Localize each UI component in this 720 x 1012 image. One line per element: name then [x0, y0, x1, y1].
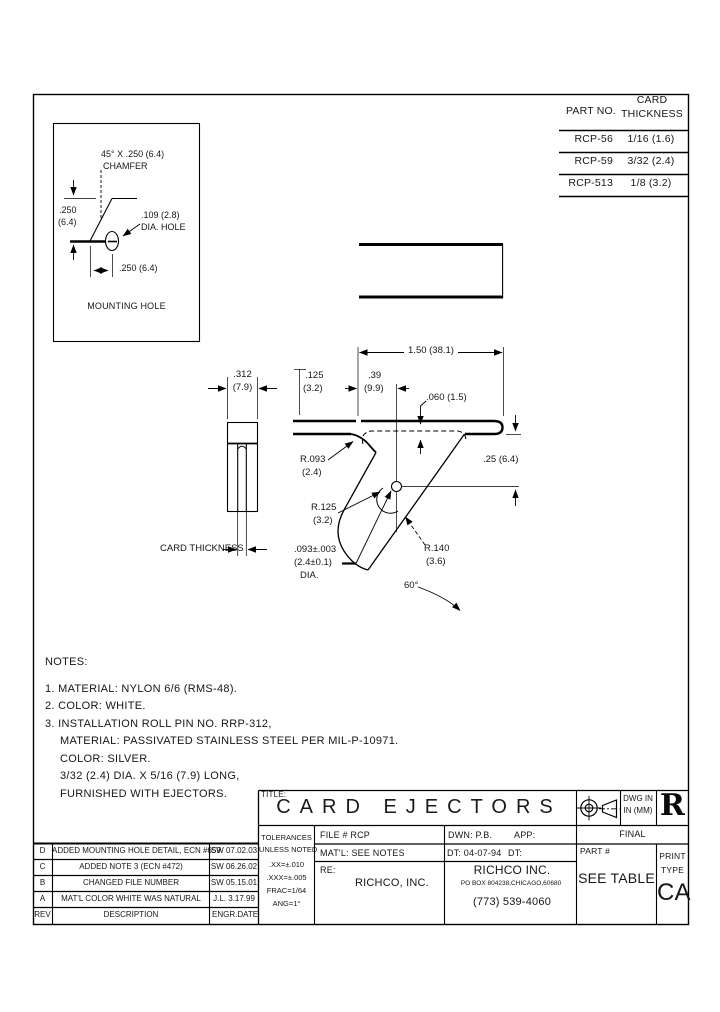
- note-line: 2. COLOR: WHITE.: [45, 700, 146, 712]
- print-type-label: PRINT: [659, 851, 686, 861]
- part-table-header-thickness: THICKNESS: [621, 108, 683, 120]
- detail-offset-dim: .250 (6.4): [119, 263, 158, 273]
- title-label: TITLE:: [261, 790, 287, 799]
- pivot-hole-dim: DIA.: [300, 570, 319, 581]
- fillet-r140: (3.6): [426, 556, 446, 567]
- chamfer-callout: CHAMFER: [103, 161, 148, 171]
- note-line: FURNISHED WITH EJECTORS.: [60, 788, 228, 800]
- notes-heading: NOTES:: [45, 656, 88, 668]
- print-type-value: CA: [657, 879, 691, 906]
- rev-description: MAT'L COLOR WHITE WAS NATURAL: [61, 894, 201, 903]
- note-line: 3. INSTALLATION ROLL PIN NO. RRP-312,: [45, 718, 272, 730]
- rev-description: ADDED MOUNTING HOLE DETAIL, ECN #659: [52, 846, 221, 855]
- rev-engr-date: SW 06.26.02: [210, 862, 258, 871]
- company-name: RICHCO INC.: [473, 863, 551, 877]
- pivot-hole-dim: (2.4±0.1): [294, 557, 332, 568]
- length-dim: 1.50 (38.1): [408, 345, 454, 356]
- drawn-by-field: DWN: P.B.: [448, 830, 493, 840]
- rev-letter: B: [39, 878, 46, 887]
- material-field: MAT'L: SEE NOTES: [320, 848, 405, 858]
- final-label: FINAL: [619, 829, 646, 839]
- top-bar-geometry: [359, 244, 503, 298]
- part-table-row-thickness: 1/8 (3.2): [630, 177, 672, 189]
- rev-engr-date: SW 07.02.03: [210, 846, 258, 855]
- part-table-header-card: CARD: [636, 94, 668, 106]
- dwg-units-label: IN (MM): [623, 806, 653, 815]
- rev-description: CHANGED FILE NUMBER: [82, 878, 179, 887]
- date2-field: DT:: [508, 848, 523, 858]
- rev-letter: C: [39, 862, 46, 871]
- rev-engr-date: J.L. 3.17.99: [213, 894, 255, 903]
- detail-caption: MOUNTING HOLE: [87, 301, 166, 311]
- part-table-row-part: RCP-59: [574, 155, 613, 167]
- thickness-dim: (3.2): [303, 383, 323, 394]
- rev-footer-description: DESCRIPTION: [103, 910, 159, 919]
- side-width-dim: (7.9): [232, 382, 253, 393]
- note-line: 1. MATERIAL: NYLON 6/6 (RMS-48).: [45, 683, 238, 695]
- hole-callout: DIA. HOLE: [141, 222, 186, 232]
- tolerance-frac: FRAC=1/64: [266, 886, 307, 895]
- fillet-r125: (3.2): [313, 515, 333, 526]
- tolerances-label: UNLESS NOTED: [259, 845, 318, 854]
- note-line: COLOR: SILVER.: [60, 753, 151, 765]
- side-view-geometry: [208, 377, 277, 556]
- offset-dim: (9.9): [364, 383, 384, 394]
- file-number: FILE # RCP: [320, 830, 371, 840]
- dwg-units-label: DWG IN: [623, 794, 653, 803]
- height-dim: .25 (6.4): [483, 454, 519, 465]
- part-table-row-part: RCP-56: [574, 133, 613, 145]
- rev-footer-engr-date: [212, 910, 259, 920]
- hole-callout: .109 (2.8): [141, 210, 180, 220]
- date-field: DT: 04-07-94: [447, 848, 502, 858]
- print-type-label: TYPE: [660, 865, 684, 875]
- part-table-row-thickness: 1/16 (1.6): [627, 133, 675, 145]
- frustum-symbol-icon: [599, 800, 620, 818]
- fillet-r093: R.093: [300, 454, 326, 465]
- approved-by-field: APP:: [514, 830, 536, 840]
- company-address: PO BOX 804238,CHICAGO,60680: [460, 880, 562, 887]
- fillet-r125: R.125: [311, 502, 337, 513]
- rev-letter: D: [39, 846, 46, 855]
- tolerance-xxx: .XXX=±.005: [266, 873, 307, 882]
- angle-dim: 60°: [404, 580, 419, 591]
- part-number-value: SEE TABLE: [578, 870, 655, 886]
- detail-height-dim: (6.4): [58, 217, 77, 227]
- rev-letter: A: [39, 894, 46, 903]
- thickness-dim: .125: [305, 370, 324, 381]
- fillet-r093: (2.4): [302, 467, 322, 478]
- ejector-profile-geometry: [293, 347, 521, 611]
- offset-dim: .39: [368, 370, 382, 381]
- pivot-hole-dim: .093±.003: [294, 544, 337, 555]
- fillet-r140: R.140: [424, 543, 450, 554]
- note-line: 3/32 (2.4) DIA. X 5/16 (7.9) LONG,: [60, 770, 240, 782]
- part-table-row-part: RCP-513: [568, 177, 613, 189]
- drawing-title: CARD EJECTORS: [276, 796, 562, 818]
- card-thickness-label: CARD THICKNESS: [160, 543, 244, 554]
- rev-footer-rev: REV: [34, 910, 51, 919]
- chamfer-callout: 45° X .250 (6.4): [101, 149, 165, 159]
- richco-logo-icon: R: [659, 788, 686, 823]
- re-label: RE:: [320, 865, 336, 875]
- rev-engr-date: SW 05.15.01: [210, 878, 258, 887]
- wall-dim: .060 (1.5): [426, 392, 467, 403]
- rev-footer-engr: ENGR.: [212, 910, 238, 919]
- note-line: MATERIAL: PASSIVATED STAINLESS STEEL PER MIL-P-10971.: [60, 735, 399, 747]
- part-table-row-thickness: 3/32 (2.4): [627, 155, 675, 167]
- detail-height-dim: .250: [59, 205, 77, 215]
- company-phone: (773) 539-4060: [472, 896, 552, 908]
- projection-symbol-icon: [577, 796, 601, 821]
- tolerance-xx: .XX=±.010: [268, 860, 305, 869]
- rev-footer-date: DATE: [237, 910, 259, 919]
- part-table-header-partno: PART NO.: [566, 105, 617, 117]
- rev-description: ADDED NOTE 3 (ECN #472): [79, 862, 183, 871]
- tolerance-ang: ANG=1°: [272, 899, 301, 908]
- re-company: RICHCO, INC.: [355, 877, 429, 889]
- side-width-dim: .312: [233, 369, 252, 380]
- tolerances-label: TOLERANCES: [261, 833, 312, 842]
- part-number-label: PART #: [580, 846, 611, 856]
